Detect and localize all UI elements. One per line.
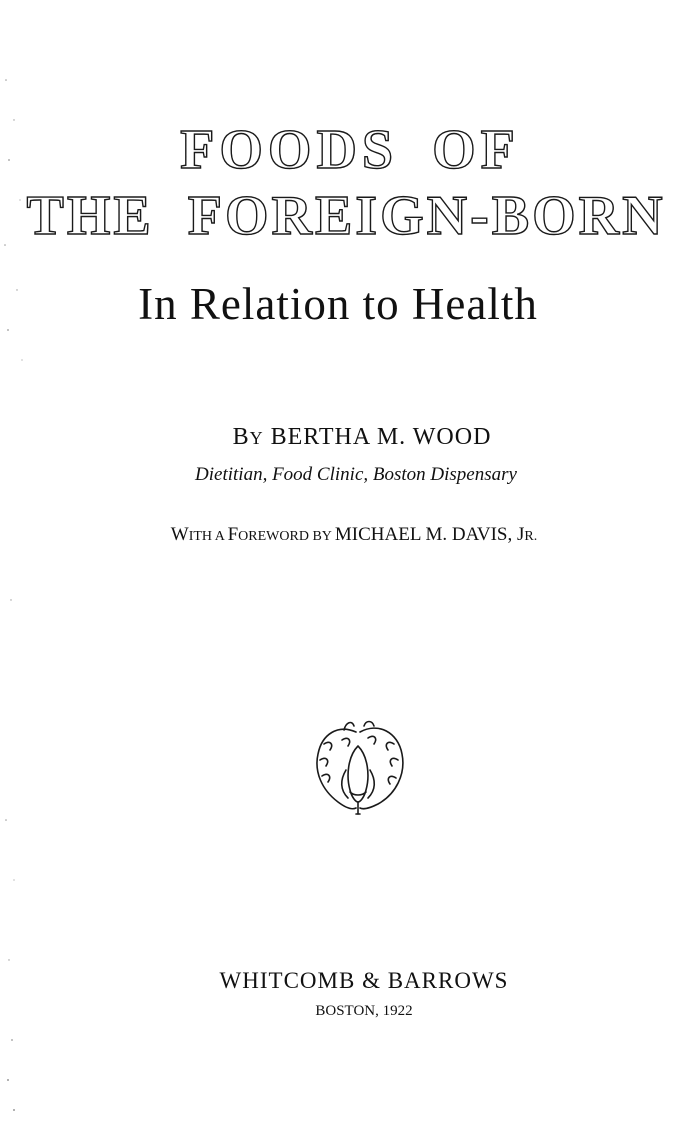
title-word-the: THE [26, 185, 154, 247]
byline [12, 424, 700, 451]
acorn-leaf-wreath-icon [308, 710, 408, 835]
title-line-1 [0, 118, 700, 182]
byline-prefix-cap: B [232, 424, 250, 450]
foreword-w-small: ITH A [188, 529, 228, 544]
title-word-of: OF [432, 119, 520, 181]
foreword-f-small: OREWORD BY [238, 529, 335, 544]
foreword-author-name: MICHAEL M. DAVIS, J [334, 524, 525, 545]
publisher-name: WHITCOMB & BARROWS [219, 968, 509, 993]
foreword-credit [4, 524, 700, 546]
title-word-foreign-born: FOREIGN-BORN [187, 185, 666, 247]
title-word-foods: FOODS [180, 119, 399, 181]
title-line-2 [0, 184, 696, 248]
author-affiliation: Dietitian, Food Clinic, Boston Dispensary [195, 464, 517, 485]
author-name: BERTHA M. WOOD [270, 424, 492, 450]
foreword-w-cap: W [170, 524, 189, 545]
foreword-suffix: R. [524, 529, 538, 544]
foreword-f-cap: F [227, 524, 239, 545]
subtitle: In Relation to Health [138, 279, 538, 329]
publication-place-year: BOSTON, 1922 [315, 1003, 413, 1019]
byline-prefix-small: Y [249, 428, 264, 448]
